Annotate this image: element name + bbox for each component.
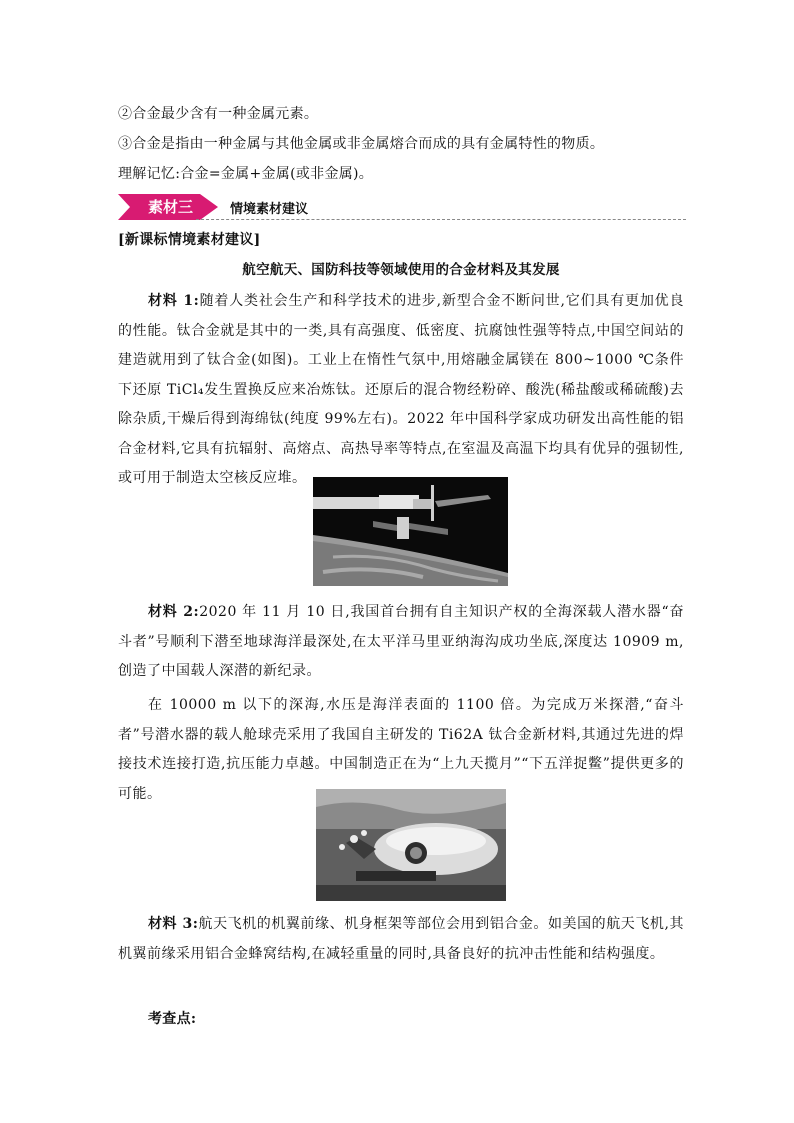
intro-line-3: ③合金是指由一种金属与其他金属或非金属熔合而成的具有金属特性的物质。 xyxy=(118,136,605,152)
exam-points-label: 考查点: xyxy=(148,1011,197,1027)
material-3-label: 材料 3: xyxy=(148,916,199,932)
material-1-text: 随着人类社会生产和科学技术的进步,新型合金不断问世,它们具有更加优良的性能。钛合金就是其中的一类,具有高强度、低密度、抗腐蚀性强等特点,中国空间站的建造就用到了钛合金(如图)。工业上在惰性气氛中,用熔融金属镁在 800~1000 ℃条件下还原 TiCl₄发生置换反应来冶炼钛。还原后的混合物经粉碎、酸洗(稀盐酸或稀硫酸)去除杂质,干燥后得到海绵钛(纯度 99%左右)。2022 年中国科学家成功研发出高性能的铝合金材料,它具有抗辐射、高熔点、高热导率等特点,在室温及高温下均具有优异的强韧性,或可用于制造太空核反应堆。 xyxy=(118,293,684,486)
material-3-paragraph xyxy=(118,910,684,969)
submersible-photo xyxy=(316,789,506,901)
bracket-label: [新课标情境素材建议] xyxy=(118,232,261,248)
space-station-photo xyxy=(313,477,508,586)
article-title: 航空航天、国防科技等领域使用的合金材料及其发展 xyxy=(242,262,560,278)
material-3-text: 航天飞机的机翼前缘、机身框架等部位会用到铝合金。如美国的航天飞机,其机翼前缘采用铝合金蜂窝结构,在减轻重量的同时,具备良好的抗冲击性能和结构强度。 xyxy=(118,916,684,962)
memo-line: 理解记忆:合金=金属+金属(或非金属)。 xyxy=(118,166,374,182)
section-title: 情境素材建议 xyxy=(230,202,309,217)
section-badge-label: 素材三 xyxy=(148,198,194,216)
section-header xyxy=(118,192,698,224)
section-divider xyxy=(196,219,686,220)
material-2-text: 2020 年 11 月 10 日,我国首台拥有自主知识产权的全海深载人潜水器“奋斗者”号顺利下潜至地球海洋最深处,在太平洋马里亚纳海沟成功坐底,深度达 10909 m,创造了中国载人深潜的新纪录。 xyxy=(118,604,684,679)
material-2-paragraph xyxy=(118,598,684,687)
material-2-paragraph-2: 在 10000 m 以下的深海,水压是海洋表面的 1100 倍。为完成万米探潜,“奋斗者”号潜水器的载人舱球壳采用了我国自主研发的 Ti62A 钛合金新材料,其通过先进的焊接技术连接打造,抗压能力卓越。中国制造正在为“上九天揽月”“下五洋捉鳖”提供更多的可能。 xyxy=(118,697,684,802)
intro-line-2: ②合金最少含有一种金属元素。 xyxy=(118,106,319,122)
material-1-label: 材料 1: xyxy=(148,293,200,309)
material-1-paragraph xyxy=(118,287,684,494)
material-2-label: 材料 2: xyxy=(148,604,200,620)
